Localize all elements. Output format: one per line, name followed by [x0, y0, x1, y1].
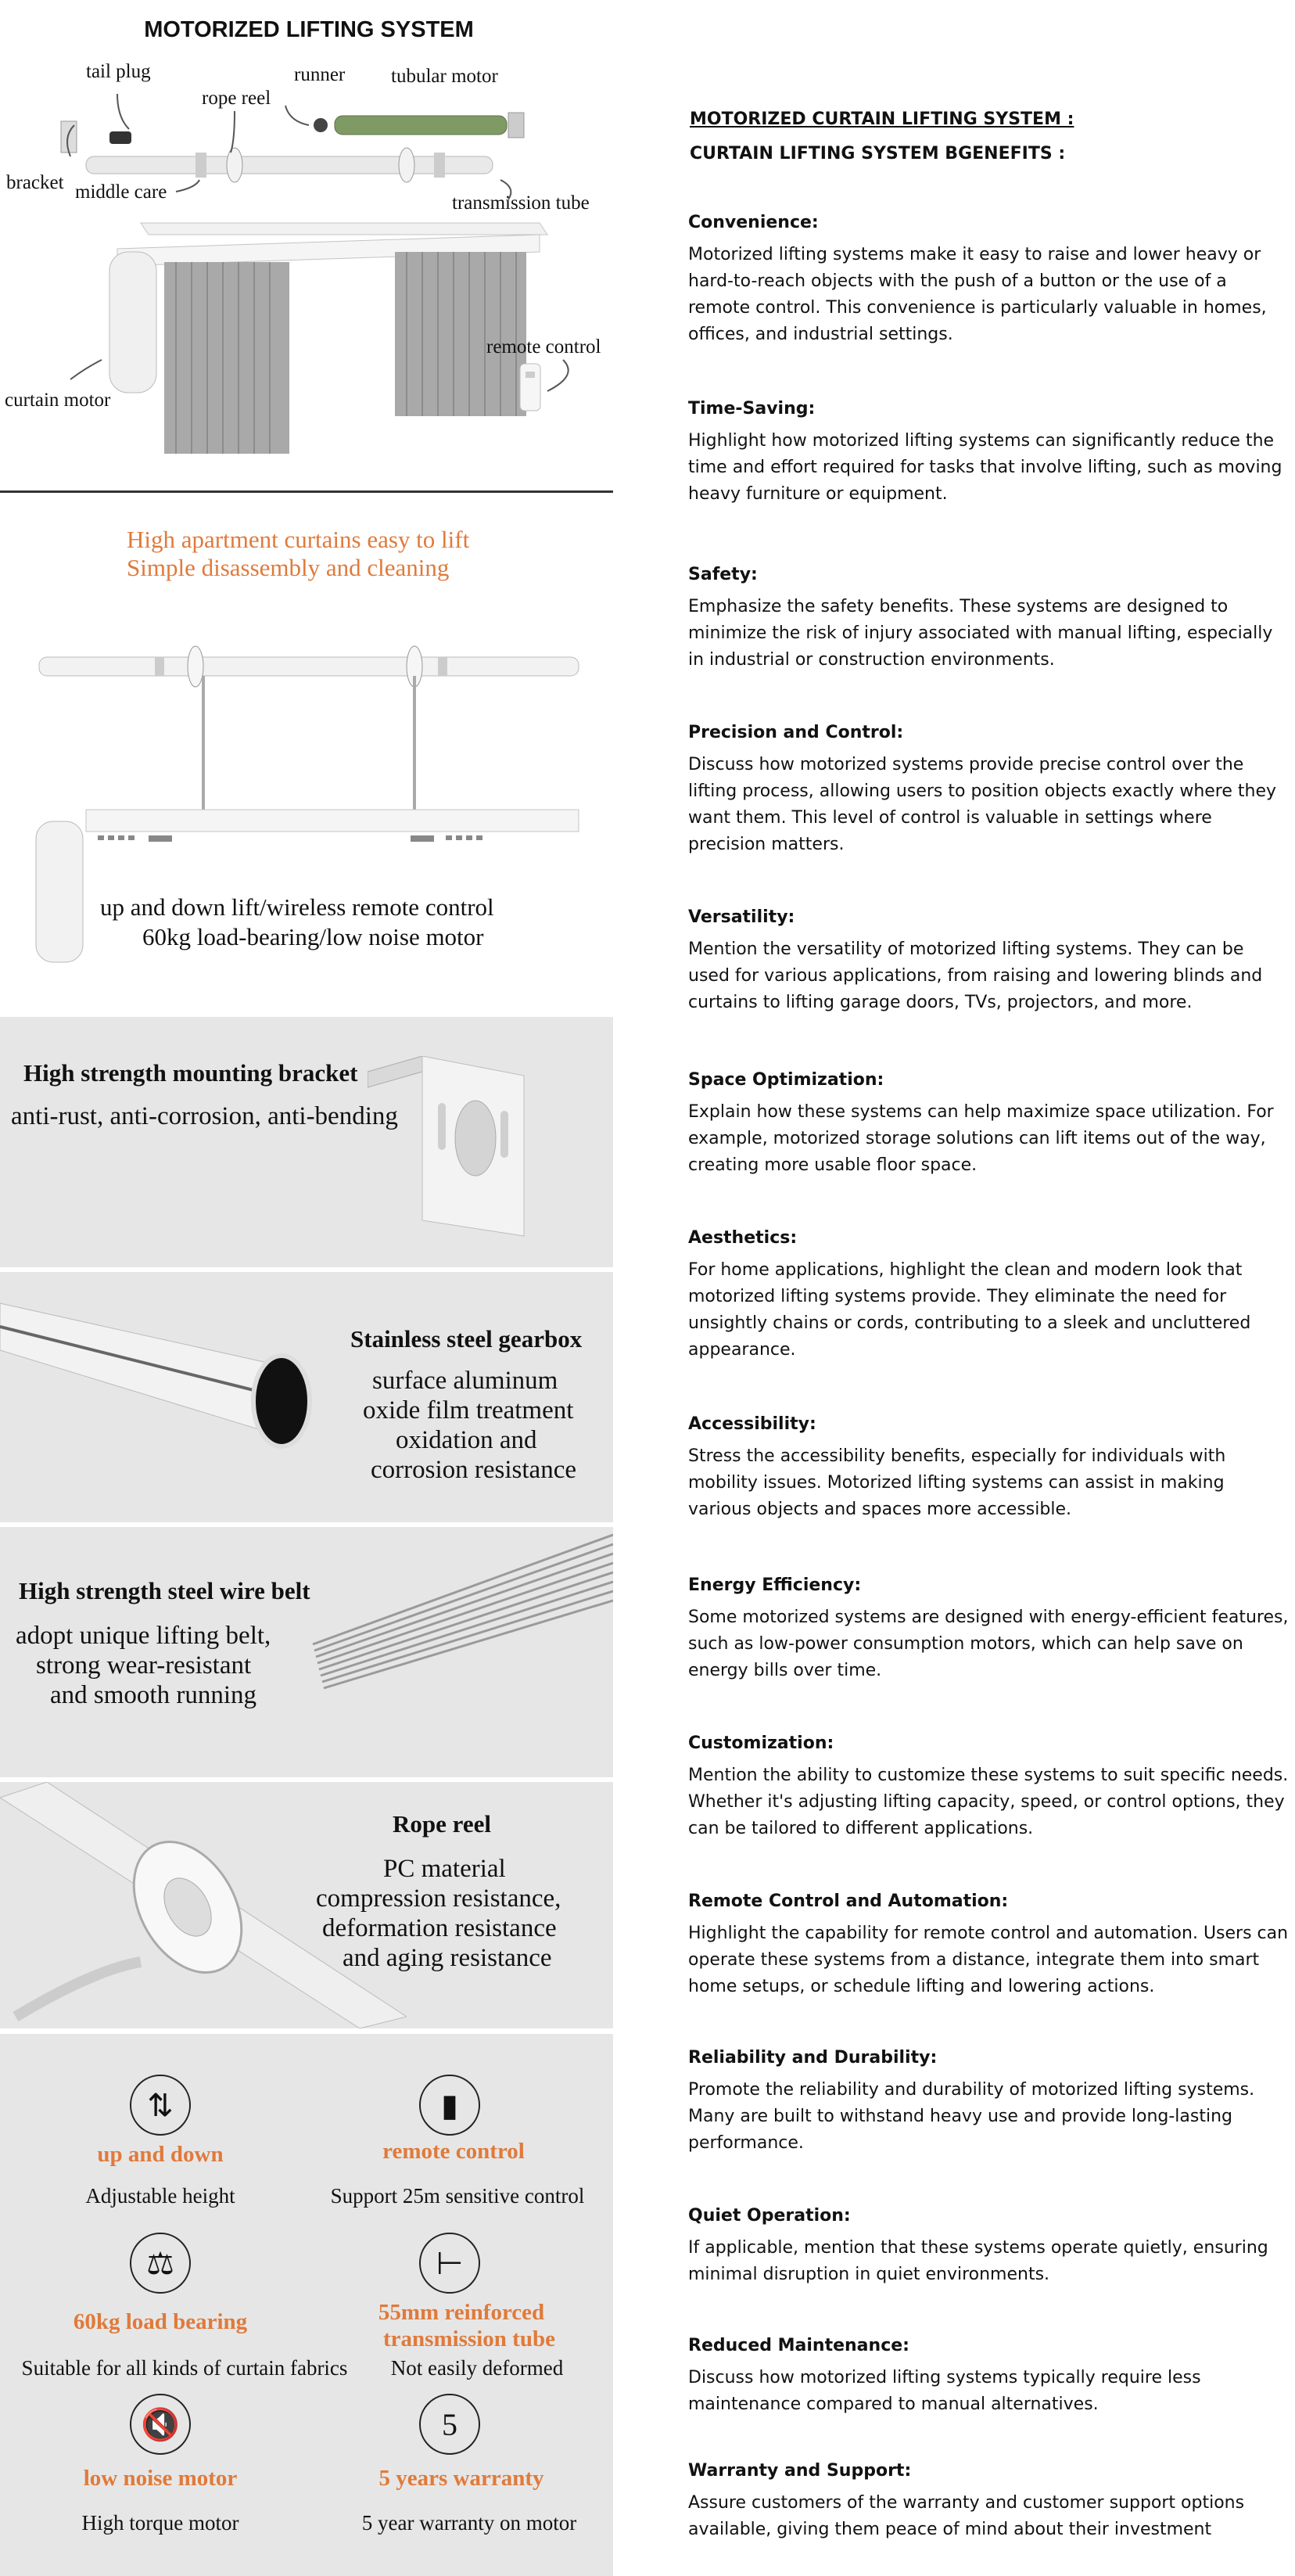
benefit-body: Some motorized systems are designed with energy-efficient features, such as low-power consumption motors, which can help save on energy bills over time.: [688, 1608, 1289, 1680]
left-column: [0, 0, 613, 2576]
gearbox-line-1: surface aluminum: [372, 1367, 558, 1395]
benefit-body: Discuss how motorized systems provide precise control over the lifting process, allowing users to position objects exactly where they want them. This level of control is valuable in settings where precision matters.: [688, 755, 1277, 854]
gearbox-panel: [0, 1272, 613, 1522]
benefit-title: Accessibility:: [688, 1414, 816, 1434]
benefit-section: [688, 213, 1290, 348]
belt-illustration: [305, 1527, 613, 1707]
feature-text-load: Suitable for all kinds of curtain fabrics: [21, 2356, 348, 2380]
benefit-section: [688, 723, 1290, 858]
label-tail-plug: tail plug: [86, 61, 151, 82]
belt-panel: [0, 1527, 613, 1777]
weight-icon: ⚖: [130, 2233, 191, 2294]
feature-text-noise: High torque motor: [81, 2511, 239, 2535]
feature-title-warranty: 5 years warranty: [378, 2466, 544, 2491]
benefit-title: Warranty and Support:: [688, 2461, 912, 2481]
remote-icon: ▮: [419, 2075, 480, 2136]
bracket-text: anti-rust, anti-corrosion, anti-bending: [11, 1102, 398, 1130]
benefit-title: Energy Efficiency:: [688, 1575, 862, 1595]
benefit-body: Assure customers of the warranty and customer support options available, giving them peace of mind about their investment: [688, 2493, 1245, 2539]
benefit-section: [688, 1070, 1290, 1179]
label-runner: runner: [294, 64, 346, 85]
benefit-title: Reliability and Durability:: [688, 2048, 938, 2068]
promo-line-4: 60kg load-bearing/low noise motor: [142, 923, 484, 950]
belt-title: High strength steel wire belt: [19, 1577, 310, 1604]
features-panel: [0, 2034, 613, 2576]
reel-line-4: and aging resistance: [343, 1944, 552, 1972]
benefit-title: Safety:: [688, 565, 758, 584]
promo-line-3: up and down lift/wireless remote control: [100, 893, 494, 921]
benefit-title: Customization:: [688, 1734, 834, 1753]
benefit-body: Highlight how motorized lifting systems can significantly reduce the time and effort required for tasks that involve lifting, such as moving heavy furniture or equipment.: [688, 431, 1282, 504]
benefit-body: Emphasize the safety benefits. These systems are designed to minimize the risk of injury associated with manual lifting, especially in industrial or construction environments.: [688, 597, 1273, 670]
label-middle-care: middle care: [75, 181, 167, 203]
promo-line-2: Simple disassembly and cleaning: [127, 554, 450, 581]
caliper-icon: ⊢: [419, 2233, 480, 2294]
benefit-title: Precision and Control:: [688, 723, 904, 742]
reel-panel: [0, 1782, 613, 2028]
benefit-section: [688, 1575, 1290, 1684]
benefit-title: Reduced Maintenance:: [688, 2336, 909, 2355]
feature-text-up-down: Adjustable height: [85, 2184, 235, 2208]
benefit-section: [688, 2336, 1290, 2418]
mute-speaker-icon: 🔇: [130, 2394, 191, 2455]
benefit-section: [688, 399, 1290, 508]
benefit-body: If applicable, mention that these systems operate quietly, ensuring minimal disruption in quiet environments.: [688, 2238, 1268, 2284]
benefit-body: Mention the ability to customize these systems to suit specific needs. Whether it's adjusting lifting capacity, speed, or control options, they can be tailored to different applications.: [688, 1766, 1289, 1838]
benefit-section: [688, 565, 1290, 674]
benefit-body: For home applications, highlight the clean and modern look that motorized lifting systems provide. They eliminate the need for unsightly chains or cords, contributing to a sleek and uncluttered appearance.: [688, 1260, 1251, 1360]
benefit-section: [688, 1228, 1290, 1363]
gearbox-title: Stainless steel gearbox: [350, 1325, 583, 1353]
benefit-section: [688, 1892, 1290, 2000]
benefit-section: [688, 1414, 1290, 1523]
reel-line-3: deformation resistance: [322, 1914, 557, 1942]
benefit-body: Highlight the capability for remote control and automation. Users can operate these systems from a distance, integrate them into smart home setups, or schedule lifting and lowering actions.: [688, 1924, 1289, 1996]
feature-text-tube: Not easily deformed: [390, 2356, 564, 2380]
label-curtain-motor: curtain motor: [5, 390, 111, 411]
benefit-body: Discuss how motorized lifting systems typically require less maintenance compared to manual alternatives.: [688, 2368, 1201, 2414]
reel-title: Rope reel: [393, 1810, 491, 1838]
five-icon: 5: [419, 2394, 480, 2455]
benefit-title: Remote Control and Automation:: [688, 1892, 1009, 1911]
feature-title-noise: low noise motor: [83, 2466, 238, 2491]
feature-title-load: 60kg load bearing: [73, 2309, 248, 2334]
benefit-body: Explain how these systems can help maximize space utilization. For example, motorized storage solutions can lift items out of the way, creating more usable floor space.: [688, 1102, 1274, 1175]
gearbox-line-3: oxidation and: [396, 1426, 537, 1454]
benefit-title: Convenience:: [688, 213, 819, 232]
benefit-title: Time-Saving:: [688, 399, 816, 419]
benefit-body: Stress the accessibility benefits, especially for individuals with mobility issues. Motorized lifting systems can assist in making various objects and spaces more accessible.: [688, 1446, 1226, 1519]
feature-text-warranty: 5 year warranty on motor: [361, 2511, 577, 2535]
hero-title: MOTORIZED LIFTING SYSTEM: [144, 17, 474, 42]
benefit-title: Aesthetics:: [688, 1228, 798, 1248]
bracket-illustration: [368, 1056, 540, 1244]
belt-line-3: and smooth running: [50, 1681, 256, 1709]
label-bracket: bracket: [6, 172, 64, 193]
benefits-column: [673, 0, 1289, 2576]
benefit-section: [688, 907, 1290, 1016]
belt-line-1: adopt unique lifting belt,: [16, 1622, 271, 1650]
reel-line-2: compression resistance,: [316, 1884, 561, 1913]
benefit-body: Motorized lifting systems make it easy to raise and lower heavy or hard-to-reach objects with the push of a button or the use of a remote control. This convenience is particularly valuable in homes, offices, and industrial settings.: [688, 245, 1267, 344]
feature-title-tube-2: transmission tube: [383, 2326, 555, 2351]
promo-line-1: High apartment curtains easy to lift: [127, 526, 470, 553]
benefit-section: [688, 2048, 1290, 2157]
benefit-section: [688, 2206, 1290, 2288]
benefits-heading-1: MOTORIZED CURTAIN LIFTING SYSTEM :: [690, 110, 1074, 129]
benefit-section: [688, 1734, 1290, 1842]
benefit-title: Space Optimization:: [688, 1070, 884, 1090]
benefit-title: Quiet Operation:: [688, 2206, 851, 2226]
bracket-panel: [0, 1017, 613, 1267]
label-rope-reel: rope reel: [202, 88, 271, 109]
benefit-section: [688, 2461, 1290, 2543]
feature-title-remote: remote control: [382, 2139, 525, 2164]
benefit-title: Versatility:: [688, 907, 795, 927]
feature-title-tube-1: 55mm reinforced: [378, 2300, 545, 2325]
benefits-heading-2: CURTAIN LIFTING SYSTEM BGENEFITS :: [690, 144, 1066, 163]
tube-illustration: [0, 1288, 344, 1483]
label-transmission-tube: transmission tube: [452, 192, 590, 214]
gearbox-line-4: corrosion resistance: [371, 1456, 576, 1484]
benefit-body: Mention the versatility of motorized lifting systems. They can be used for various applications, from raising and lowering blinds and curtains to lifting garage doors, TVs, projectors, and more.: [688, 940, 1263, 1012]
feature-text-remote: Support 25m sensitive control: [330, 2184, 585, 2208]
bracket-title: High strength mounting bracket: [23, 1059, 358, 1087]
benefit-body: Promote the reliability and durability of motorized lifting systems. Many are built to withstand heavy use and provide long-lasting performance.: [688, 2080, 1255, 2153]
label-remote-control: remote control: [486, 336, 601, 357]
section-divider: [0, 490, 613, 493]
label-tubular-motor: tubular motor: [391, 66, 498, 87]
belt-line-2: strong wear-resistant: [36, 1651, 252, 1680]
reel-line-1: PC material: [383, 1855, 506, 1883]
feature-title-up-down: up and down: [97, 2142, 224, 2167]
gearbox-line-2: oxide film treatment: [363, 1396, 574, 1425]
up-down-arrows-icon: ⇅: [130, 2075, 191, 2136]
